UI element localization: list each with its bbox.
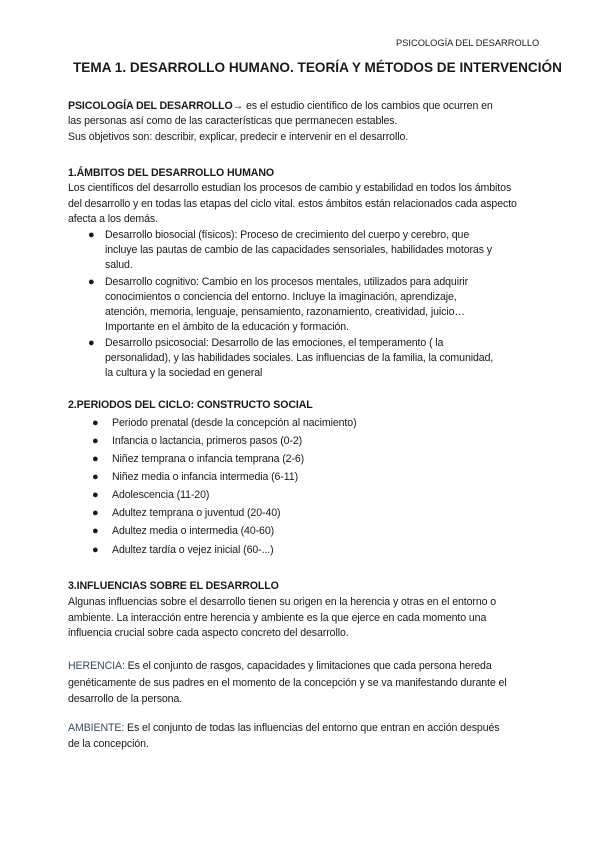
section-2-heading: 2.PERIODOS DEL CICLO: CONSTRUCTO SOCIAL (68, 399, 313, 411)
bullet-icon: ● (92, 435, 99, 447)
period-item: Adultez media o intermedia (40-60) (112, 525, 275, 537)
herencia-label: HERENCIA: (68, 660, 125, 672)
bullet-icon: ● (92, 453, 99, 465)
running-header: PSICOLOGÍA DEL DESARROLLO (396, 38, 540, 48)
bullet-icon: ● (92, 525, 99, 537)
bullet-line: salud. (105, 259, 133, 271)
section-3-para-line: ambiente. La interacción entre herencia y ambiente es la que ejerce en cada momento una (68, 612, 487, 624)
section-3-para-line: Algunas influencias sobre el desarrollo tienen su origen en la herencia y otras en el entorno o (68, 596, 497, 608)
bullet-line: incluye las pautas de cambio de las capacidades sensoriales, habilidades motoras y (105, 244, 492, 256)
bullet-line: Desarrollo psicosocial: Desarrollo de las emociones, el temperamento ( la (105, 337, 444, 349)
bullet-icon: ● (92, 507, 99, 519)
bullet-line: personalidad), y las habilidades sociales. Las influencias de la familia, la comunidad, (105, 352, 494, 364)
period-item: Adolescencia (11-20) (112, 489, 210, 501)
period-item: Infancia o lactancia, primeros pasos (0-2) (112, 435, 303, 447)
ambiente-label: AMBIENTE: (68, 722, 125, 734)
bullet-line: Desarrollo biosocial (físicos): Proceso de crecimiento del cuerpo y cerebro, que (105, 229, 470, 241)
section-1-para-line: Los científicos del desarrollo estudian los procesos de cambio y estabilidad en todos los ámbitos (68, 182, 512, 194)
bullet-icon: ● (88, 276, 95, 288)
period-item: Periodo prenatal (desde la concepción al nacimiento) (112, 417, 357, 429)
bullet-icon: ● (92, 471, 99, 483)
bullet-line: Importante en el ámbito de la educación y formación. (105, 321, 349, 333)
ambiente-line: de la concepción. (68, 738, 149, 750)
intro-term: PSICOLOGÍA DEL DESARROLLO (68, 100, 233, 112)
herencia-line: genéticamente de sus padres en el momento de la concepción y se va manifestando durante el (68, 677, 507, 689)
herencia-line: desarrollo de la persona. (68, 693, 183, 705)
bullet-line: Desarrollo cognitivo: Cambio en los procesos mentales, utilizados para adquirir (105, 276, 469, 288)
herencia-line-1 (68, 659, 492, 673)
bullet-icon: ● (92, 489, 99, 501)
bullet-icon: ● (88, 337, 95, 349)
arrow-icon: → (232, 100, 244, 112)
section-1-para-line: del desarrollo y en todas las etapas del ciclo vital. estos ámbitos están relacionados cada aspecto (68, 198, 517, 210)
period-item: Niñez media o infancia intermedia (6-11) (112, 471, 298, 483)
intro-line-1-rest: es el estudio científico de los cambios que ocurren en (243, 100, 493, 112)
bullet-icon: ● (88, 229, 95, 241)
bullet-line: la cultura y la sociedad en general (105, 367, 263, 379)
herencia-text: Es el conjunto de rasgos, capacidades y limitaciones que cada persona hereda (124, 660, 492, 672)
section-1-heading: 1.ÁMBITOS DEL DESARROLLO HUMANO (68, 167, 275, 179)
period-item: Adultez tardía o vejez inicial (60-...) (112, 544, 274, 556)
bullet-icon: ● (92, 417, 99, 429)
section-1-para-line: afecta a los demás. (68, 213, 158, 225)
ambiente-line-1 (68, 721, 500, 735)
bullet-icon: ● (92, 544, 99, 556)
bullet-line: conocimientos o conciencia del entorno. Incluye la imaginación, aprendizaje, (105, 291, 457, 303)
intro-line-2: las personas así como de las características que permanecen estables. (68, 115, 398, 127)
page-title: TEMA 1. DESARROLLO HUMANO. TEORÍA Y MÉTODOS DE INTERVENCIÓN (73, 60, 562, 75)
intro-line-1 (68, 99, 493, 113)
ambiente-text: Es el conjunto de todas las influencias del entorno que entran en acción después (124, 722, 500, 734)
period-item: Niñez temprana o infancia temprana (2-6) (112, 453, 305, 465)
intro-line-3: Sus objetivos son: describir, explicar, predecir e intervenir en el desarrollo. (68, 131, 409, 143)
section-3-para-line: influencia crucial sobre cada aspecto concreto del desarrollo. (68, 627, 349, 639)
section-3-heading: 3.INFLUENCIAS SOBRE EL DESARROLLO (68, 580, 279, 592)
period-item: Adultez temprana o juventud (20-40) (112, 507, 281, 519)
bullet-line: atención, memoria, lenguaje, pensamiento, razonamiento, creatividad, juicio… (105, 306, 465, 318)
